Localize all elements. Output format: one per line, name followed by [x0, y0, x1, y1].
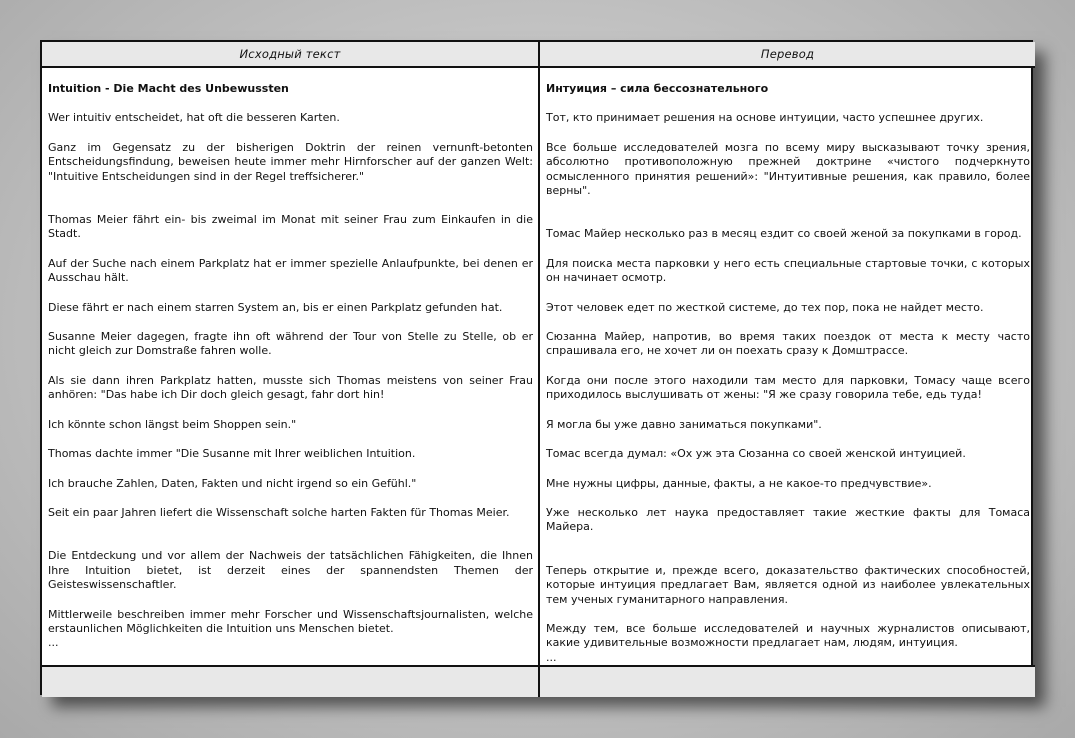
target-segment[interactable]: Между тем, все больше исследователей и научных журналистов описывают, какие удивительные возможности предлагает нам, людям, интуиция. [546, 621, 1030, 650]
source-segment[interactable]: Die Entdeckung und vor allem der Nachweis der tatsächlichen Fähigkeiten, die Ihnen Ihre Intuition bietet, ist derzeit eines der spannendsten Themen der Geisteswissenschaftler. [48, 549, 533, 592]
target-column-header: Перевод [539, 42, 1035, 67]
target-segment[interactable]: Все больше исследователей мозга по всему миру высказывают точку зрения, абсолютно противоположную прежней доктрине «чистого подчеркнуто осмысленного принятия решений»: "Интуитивные решения, как правило, более верны". [546, 140, 1030, 198]
source-segment[interactable]: Thomas dachte immer "Die Susanne mit Ihrer weiblichen Intuition. [48, 447, 416, 461]
target-segment[interactable]: Сюзанна Майер, напротив, во время таких поездок от места к месту часто спрашивала его, не хочет ли он поехать сразу к Домштрассе. [546, 330, 1030, 358]
target-segment[interactable]: Мне нужны цифры, данные, факты, а не какое-то предчувствие». [546, 476, 932, 490]
source-ellipsis: ... [48, 636, 59, 650]
source-segment[interactable]: Ich brauche Zahlen, Daten, Fakten und nicht irgend so ein Gefühl." [48, 476, 417, 490]
target-segment[interactable]: Томас Майер несколько раз в месяц ездит со своей женой за покупками в город. [546, 227, 1022, 241]
target-segment[interactable]: Тот, кто принимает решения на основе интуиции, часто успешнее других. [546, 111, 984, 125]
target-segment[interactable]: Уже несколько лет наука предоставляет такие жесткие факты для Томаса Майера. [546, 505, 1030, 534]
target-segment[interactable]: Я могла бы уже давно заниматься покупками". [546, 417, 822, 431]
target-segment[interactable]: Для поиска места парковки у него есть специальные стартовые точки, с которых он начинает осмотр. [546, 256, 1030, 285]
source-segments [48, 82, 533, 636]
source-column-header: Исходный текст [42, 42, 539, 67]
target-segment[interactable]: Теперь открытие и, прежде всего, доказательство фактических способностей, которые интуиция предлагает Вам, является одной из наиболее увлекательных тем ученых гуманитарного направления. [546, 563, 1030, 606]
source-title[interactable]: Intuition - Die Macht des Unbewussten [48, 82, 289, 95]
target-segment[interactable]: Этот человек едет по жесткой системе, до тех пор, пока не найдет место. [546, 300, 984, 314]
target-segment[interactable]: Томас всегда думал: «Ох уж эта Сюзанна со своей женской интуицией. [546, 447, 966, 461]
source-segment[interactable]: Ganz im Gegensatz zu der bisherigen Doktrin der reinen vernunft-betonten Entscheidungsfindung, beweisen heute immer mehr Hirnforscher auf der ganzen Welt: "Intuitive Entscheidungen sind in der Regel treffsicherer." [48, 140, 533, 183]
source-footer-cell [42, 666, 539, 697]
target-ellipsis: ... [546, 650, 557, 664]
source-segment[interactable]: Thomas Meier fährt ein- bis zweimal im Monat mit seiner Frau zum Einkaufen in die Stadt. [48, 213, 533, 241]
source-segment[interactable]: Seit ein paar Jahren liefert die Wissenschaft solche harten Fakten für Thomas Meier. [48, 505, 510, 519]
target-footer-cell [539, 666, 1035, 697]
bilingual-table [42, 42, 1035, 697]
source-segment[interactable]: Wer intuitiv entscheidet, hat oft die besseren Karten. [48, 111, 340, 125]
source-segment[interactable]: Auf der Suche nach einem Parkplatz hat er immer spezielle Anlaufpunkte, bei denen er Ausschau hält. [48, 256, 533, 285]
source-segment[interactable]: Als sie dann ihren Parkplatz hatten, musste sich Thomas meistens von seiner Frau anhören: "Das habe ich Dir doch gleich gesagt, fahr dort hin! [48, 373, 533, 402]
target-title[interactable]: Интуиция – сила бессознательного [546, 82, 769, 95]
source-segment[interactable]: Mittlerweile beschreiben immer mehr Forscher und Wissenschaftsjournalisten, welche erstaunlichen Möglichkeiten die Intuition uns Menschen bietet. [48, 607, 533, 635]
source-segment[interactable]: Diese fährt er nach einem starren System an, bis er einen Parkplatz gefunden hat. [48, 300, 503, 314]
target-segment[interactable]: Когда они после этого находили там место для парковки, Томасу чаще всего приходилось выслушивать от жены: "Я же сразу говорила тебе, едь туда! [546, 373, 1030, 402]
target-segments [546, 82, 1030, 651]
source-segment[interactable]: Susanne Meier dagegen, fragte ihn oft während der Tour von Stelle zu Stelle, ob er nicht gleich zur Domstraße fahren wolle. [48, 330, 533, 358]
source-text-cell[interactable] [42, 67, 539, 666]
target-text-cell[interactable] [539, 67, 1035, 666]
source-segment[interactable]: Ich könnte schon längst beim Shoppen sein." [48, 417, 297, 431]
translation-table [40, 40, 1033, 695]
